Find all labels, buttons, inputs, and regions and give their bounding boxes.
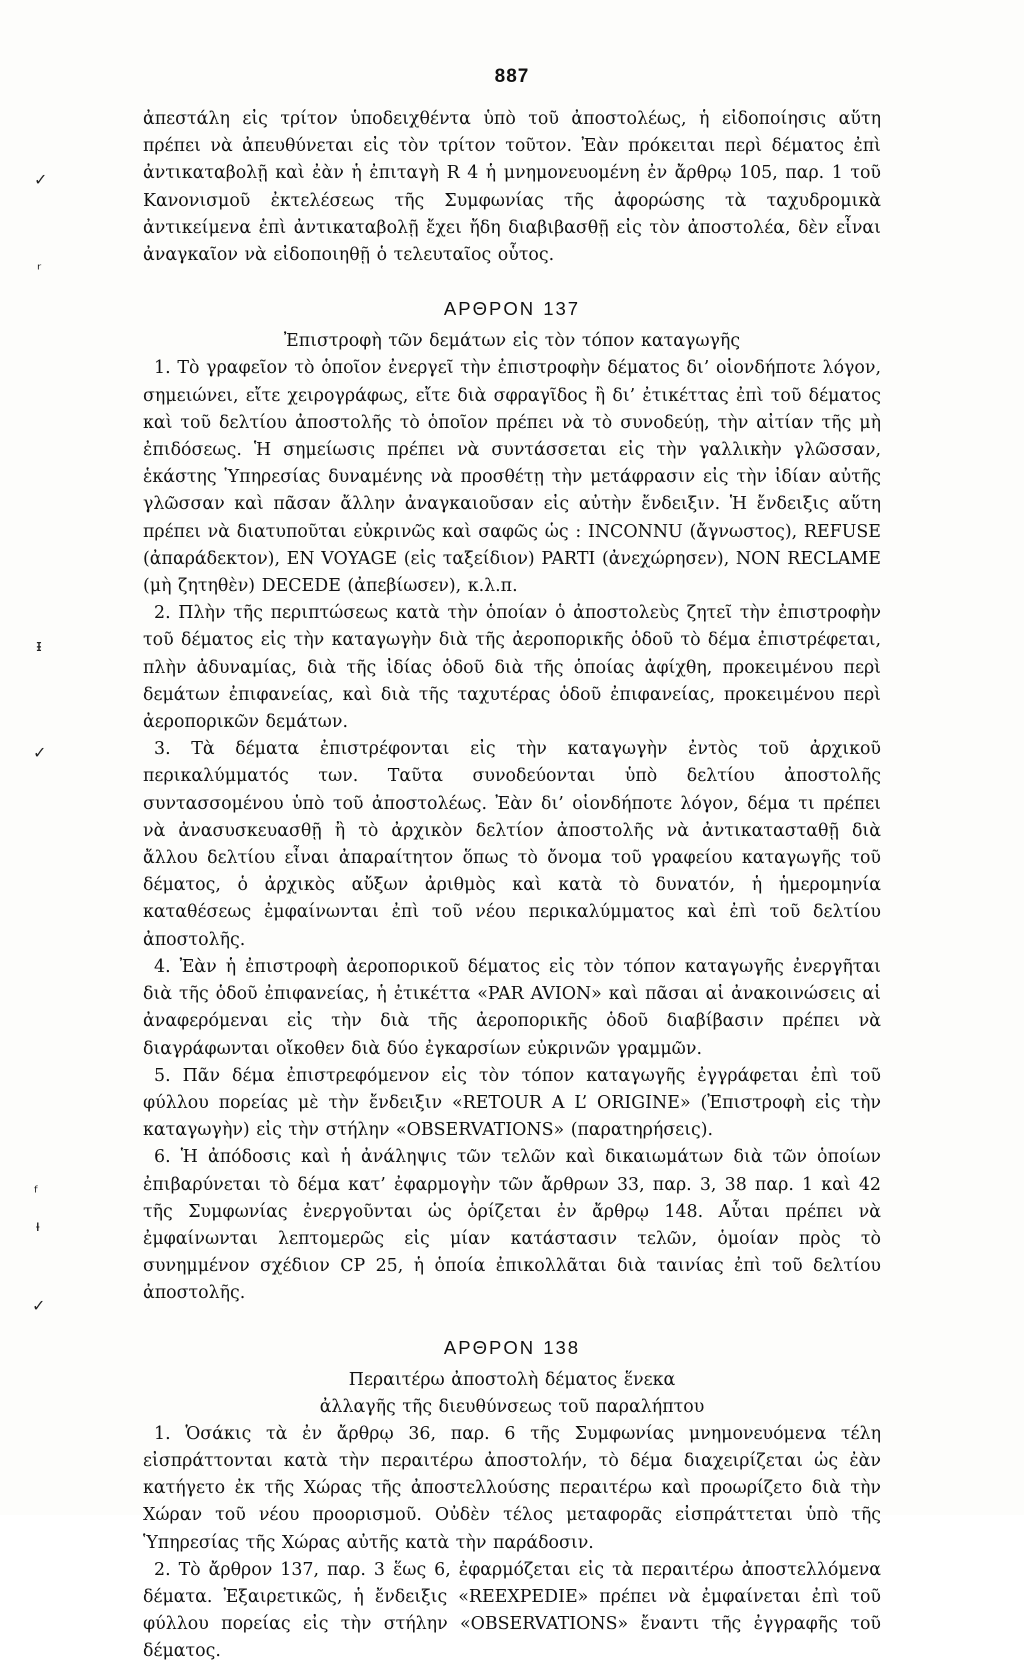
body-text <box>143 106 881 1666</box>
opening-paragraph: ἀπεστάλη εἰς τρίτον ὑποδειχθέντα ὑπὸ τοῦ ἀποστολέως, ἡ εἰδοποίησις αὕτη πρέπει νὰ ἀπευθύνεται εἰς τὸν τρίτον τοῦτον. Ἐὰν πρόκειται περὶ δέματος ἐπὶ ἀντικαταβολῇ καὶ ἐὰν ἡ ἐπιταγὴ R 4 ἡ μνημονευομένη ἐν ἄρθρῳ 105, παρ. 1 τοῦ Κανονισμοῦ ἐκτελέσεως τῆς Συμφωνίας τῆς ἀφορώσης τὰ ταχυδρομικὰ ἀντικείμενα ἐπὶ ἀντικαταβολῇ ἔχει ἤδη διαβιβασθῇ εἰς τὸν ἀποστολέα, δὲν εἶναι ἀναγκαῖον νὰ εἰδοποιηθῇ ὁ τελευταῖος οὗτος. <box>143 109 881 266</box>
article-137-paragraph-4: 4. Ἐὰν ἡ ἐπιστροφὴ ἀεροπορικοῦ δέματος εἰς τὸν τόπον καταγωγῆς ἐνεργῆται διὰ τῆς ὁδοῦ ἐπιφανείας, ἡ ἐτικέττα «PAR AVION» καὶ πᾶσαι αἱ ἀνακοινώσεις αἱ ἀναφερόμεναι εἰς τὴν διὰ τῆς ἀεροπορικῆς ὁδοῦ διαβίβασιν πρέπει νὰ διαγράφωνται οἴκοθεν διὰ δύο ἐγκαρσίων εὐκρινῶν γραμμῶν. <box>143 956 881 1059</box>
article-137-subtitle-line: Ἐπιστροφὴ τῶν δεμάτων εἰς τὸν τόπον καταγωγῆς <box>283 331 741 352</box>
article-137-paragraph-1: 1. Τὸ γραφεῖον τὸ ὁποῖον ἐνεργεῖ τὴν ἐπιστροφὴν δέματος δι’ οἱονδήποτε λόγον, σημειώνει, εἴτε χειρογράφως, εἴτε διὰ σφραγῖδος ἢ δι’ ἐτικέττας ἐπὶ τοῦ δέματος καὶ τοῦ δελτίου ἀποστολῆς τὸ ὁποῖον πρέπει νὰ τὸ συνοδεύῃ, τὴν αἰτίαν τῆς μὴ ἐπιδόσεως. Ἡ σημείωσις πρέπει νὰ συντάσσεται εἰς τὴν γαλλικὴν γλῶσσαν, ἑκάστης Ὑπηρεσίας δυναμένης νὰ προσθέτῃ τὴν μετάφρασιν εἰς τὴν ἰδίαν αὐτῆς γλῶσσαν καὶ πᾶσαν ἄλλην ἀναγκαιοῦσαν εἰς αὐτὴν ἔνδειξιν. Ἡ ἔνδειξις αὕτη πρέπει νὰ διατυποῦται εὐκρινῶς καὶ σαφῶς ὡς : INCONNU (ἄγνωστος), REFUSE (ἀπαράδεκτον), EN VOYAGE (εἰς ταξείδιον) PARTI (ἀνεχώρησεν), NON RECLAME (μὴ ζητηθὲν) DECEDE (ἀπεβίωσεν), κ.λ.π. <box>143 358 881 597</box>
article-137-paragraph-2: 2. Πλὴν τῆς περιπτώσεως κατὰ τὴν ὁποίαν ὁ ἀποστολεὺς ζητεῖ τὴν ἐπιστροφὴν τοῦ δέματος εἰς τὴν καταγωγὴν διὰ τῆς ἀεροπορικῆς ὁδοῦ τὸ δέμα ἐπιστρέφεται, πλὴν ἀδυναμίας, διὰ τῆς ἰδίας ὁδοῦ διὰ τῆς ὁποίας ἀφίχθη, προκειμένου περὶ δεμάτων ἐπιφανείας, καὶ διὰ τῆς ταχυτέρας ὁδοῦ ἐπιφανείας, προκειμένου περὶ ἀεροπορικῶν δεμάτων. <box>143 603 881 733</box>
article-138-paragraph-2: 2. Τὸ ἄρθρον 137, παρ. 3 ἕως 6, ἐφαρμόζεται εἰς τὰ περαιτέρω ἀποστελλόμενα δέματα. Ἐξαιρετικῶς, ἡ ἔνδειξις «REEXPEDIE» πρέπει νὰ ἐμφαίνεται ἐπὶ τοῦ φύλλου πορείας εἰς τὴν στήλην «OBSERVATIONS» ἔναντι τῆς ἐγγραφῆς τοῦ δέματος. <box>143 1559 881 1662</box>
article-138-subtitle-line-2: ἀλλαγῆς τῆς διευθύνσεως τοῦ παραλήπτου <box>319 1396 705 1417</box>
margin-mark-4: ✓ <box>33 743 47 762</box>
article-137-subtitle <box>143 328 881 355</box>
margin-mark-1: ✓ <box>34 170 48 189</box>
margin-mark-3: ᵻ <box>36 636 42 655</box>
article-138-paragraph-1: 1. Ὁσάκις τὰ ἐν ἄρθρῳ 36, παρ. 6 τῆς Συμφωνίας μνημονευόμενα τέλη εἰσπράττονται κατὰ τὴν περαιτέρω ἀποστολήν, τὸ δέμα διαχειρίζεται ὡς ἐὰν κατήγετο ἐκ τῆς Χώρας τῆς ἀποστελλούσης περαιτέρω καὶ προωρίζετο διὰ τὴν Χώραν τοῦ νέου προορισμοῦ. Οὐδὲν τέλος μεταφορᾶς εἰσπράττεται ὑπὸ τῆς Ὑπηρεσίας τῆς Χώρας αὐτῆς κατὰ τὴν παράδοσιν. <box>143 1423 881 1553</box>
margin-mark-2: ʳ <box>37 260 42 279</box>
article-138-subtitle <box>143 1367 881 1421</box>
page-number: 887 <box>494 66 530 87</box>
margin-mark-5: ᶠ <box>34 1183 39 1202</box>
article-137-paragraph-5: 5. Πᾶν δέμα ἐπιστρεφόμενον εἰς τὸν τόπον καταγωγῆς ἐγγράφεται ἐπὶ τοῦ φύλλου πορείας μὲ τὴν ἔνδειξιν «RETOUR A L’ ORIGINE» (Ἐπιστροφὴ εἰς τὴν καταγωγὴν) εἰς τὴν στήλην «OBSERVATIONS» (παρατηρήσεις). <box>143 1065 881 1141</box>
article-137-paragraph-3: 3. Τὰ δέματα ἐπιστρέφονται εἰς τὴν καταγωγὴν ἐντὸς τοῦ ἀρχικοῦ περικαλύμματός των. Ταῦτα συνοδεύονται ὑπὸ δελτίου ἀποστολῆς συντασσομένου ὑπὸ τοῦ ἀποστολέως. Ἐὰν δι’ οἱονδήποτε λόγον, δέμα τι πρέπει νὰ ἀνασυσκευασθῇ ἢ τὸ ἀρχικὸν δελτίον ἀποστολῆς νὰ ἀντικατασταθῇ διὰ ἄλλου δελτίου εἶναι ἀπαραίτητον ὅπως τὸ ὄνομα τοῦ γραφείου καταγωγῆς τοῦ δέματος, ὁ ἀρχικὸς αὔξων ἀριθμὸς καὶ κατὰ τὸ δυνατόν, ἡ ἡμερομηνία καταθέσεως ἐμφαίνωνται ἐπὶ τοῦ νέου περικαλύμματος καὶ ἐπὶ τοῦ δελτίου ἀποστολῆς. <box>143 739 881 950</box>
margin-mark-7: ✓ <box>32 1296 46 1315</box>
article-137-paragraph-6: 6. Ἡ ἀπόδοσις καὶ ἡ ἀνάληψις τῶν τελῶν καὶ δικαιωμάτων διὰ τῶν ὁποίων ἐπιβαρύνεται τὸ δέμα κατ’ ἐφαρμογὴν τῶν ἄρθρων 33, παρ. 3, 38 παρ. 1 καὶ 42 τῆς Συμφωνίας ἐνεργοῦνται ὡς ὁρίζεται ἐν ἄρθρῳ 148. Αὗται πρέπει νὰ ἐμφαίνωνται λεπτομερῶς εἰς μίαν κατάστασιν τελῶν, ὁμοίαν πρὸς τὸ συνημμένον σχέδιον CP 25, ἡ ὁποία ἐπικολλᾶται διὰ ταινίας ἐπὶ τοῦ δελτίου ἀποστολῆς. <box>143 1147 881 1304</box>
margin-mark-6: ᵼ <box>36 1216 40 1235</box>
article-137-heading: ΑΡΘΡΟΝ 137 <box>443 298 581 320</box>
article-138-subtitle-line-1: Περαιτέρω ἀποστολὴ δέματος ἕνεκα <box>348 1369 676 1390</box>
article-138-heading: ΑΡΘΡΟΝ 138 <box>443 1336 581 1358</box>
